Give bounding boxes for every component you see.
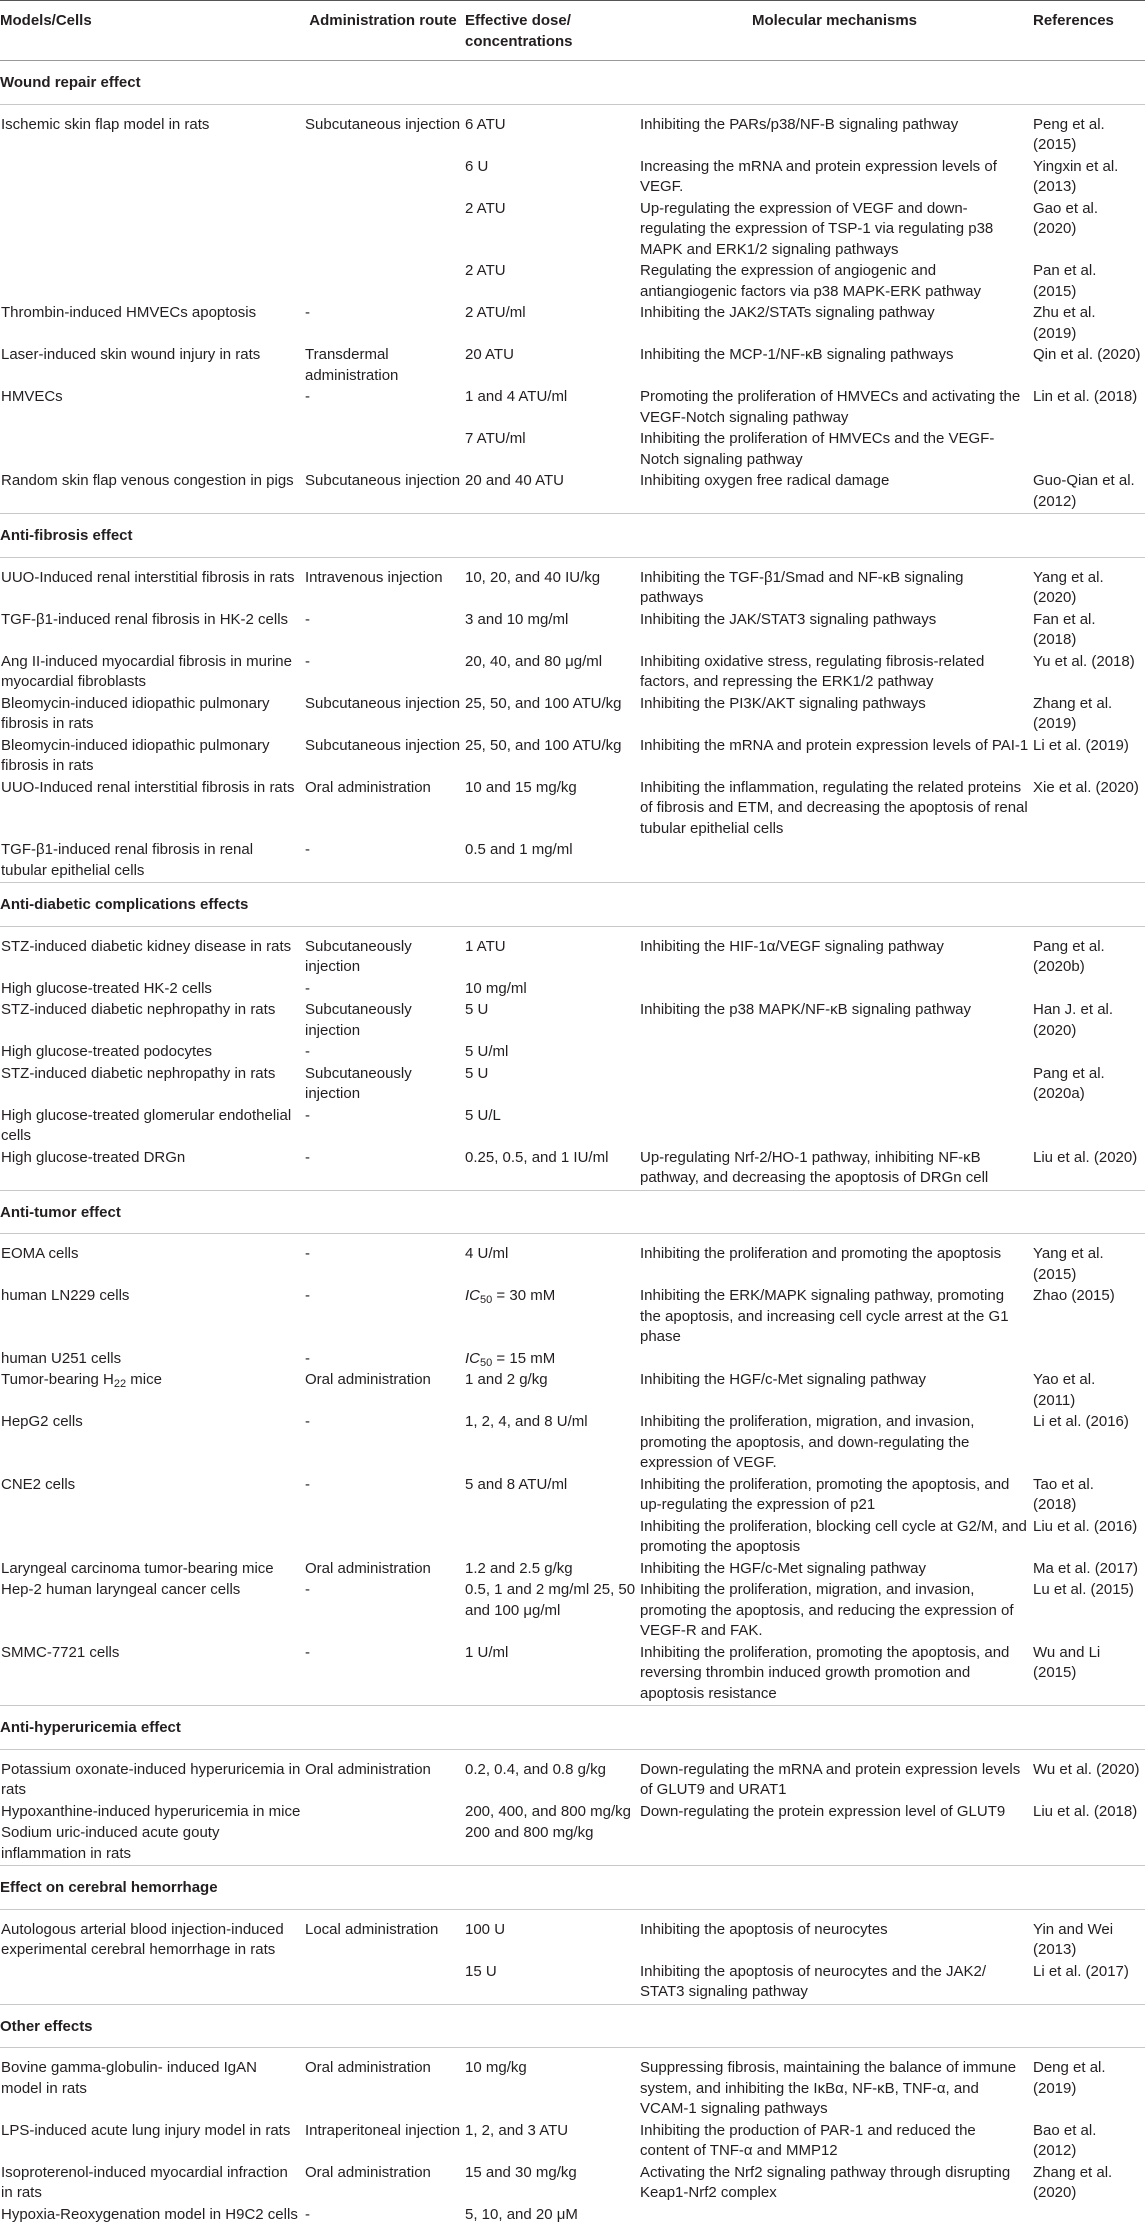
model-text-tail: mice [126,1371,162,1388]
model-cell: Laser-induced skin wound injury in rats [0,345,305,387]
model-cell: HepG2 cells [0,1412,305,1475]
reference-cell: Li et al. (2016) [1033,1412,1145,1475]
section-title: Anti-diabetic complications effects [0,883,1145,927]
table-row [0,694,1145,736]
table-row [0,1909,1145,1962]
mechanism-cell: Inhibiting the proliferation and promoting the apoptosis [640,1234,1033,1287]
model-cell: Sodium uric-induced acute gouty inflammation in rats [0,1823,305,1866]
table-row [0,345,1145,387]
mechanism-cell: Up-regulating Nrf-2/HO-1 pathway, inhibiting NF-κB pathway, and decreasing the apoptosis of DRGn cell [640,1148,1033,1191]
model-cell: Autologous arterial blood injection-induced experimental cerebral hemorrhage in rats [0,1909,305,1962]
section-title: Effect on cerebral hemorrhage [0,1866,1145,1910]
model-cell: Laryngeal carcinoma tumor-bearing mice [0,1559,305,1581]
model-cell: Isoproterenol-induced myocardial infraction in rats [0,2163,305,2205]
dose-cell: 5 and 8 ATU/ml [465,1475,640,1517]
mechanism-cell [640,840,1033,883]
table-row [0,1580,1145,1643]
mechanism-cell: Up-regulating the expression of VEGF and down-regulating the expression of TSP-1 via regulating p38 MAPK and ERK1/2 signaling pathways [640,199,1033,262]
reference-cell: Liu et al. (2016) [1033,1517,1145,1559]
reference-cell: Gao et al. (2020) [1033,199,1145,262]
section-title: Anti-fibrosis effect [0,514,1145,558]
mechanism-cell: Inhibiting oxidative stress, regulating fibrosis-related factors, and repressing the ERK1/2 pathway [640,652,1033,694]
route-cell: Oral administration [305,1749,465,1802]
model-cell [0,199,305,262]
dose-cell: 25, 50, and 100 ATU/kg [465,736,640,778]
model-cell: Bovine gamma-globulin- induced IgAN model in rats [0,2048,305,2121]
reference-cell: Yang et al. (2020) [1033,557,1145,610]
ic-equals: = [492,1350,509,1367]
mechanism-cell: Inhibiting the HIF-1α/VEGF signaling pathway [640,926,1033,979]
reference-cell: Zhang et al. (2020) [1033,2163,1145,2205]
dose-cell: 0.5 and 1 mg/ml [465,840,640,883]
section-title: Anti-hyperuricemia effect [0,1706,1145,1750]
ic-label: IC [465,1287,480,1304]
reference-cell [1033,1349,1145,1371]
section-header-row [0,1190,1145,1234]
route-cell: Transdermal administration [305,345,465,387]
table-row [0,1643,1145,1706]
dose-cell: 6 U [465,157,640,199]
route-cell: - [305,1042,465,1064]
section-title: Anti-tumor effect [0,1190,1145,1234]
reference-cell: Xie et al. (2020) [1033,778,1145,841]
reference-cell: Zhu et al. (2019) [1033,303,1145,345]
model-cell: STZ-induced diabetic nephropathy in rats [0,1000,305,1042]
mechanism-cell [640,979,1033,1001]
mechanism-cell: Inhibiting the proliferation, promoting the apoptosis, and reversing thrombin induced growth promotion and apoptosis resistance [640,1643,1033,1706]
reference-cell: Yang et al. (2015) [1033,1234,1145,1287]
mechanism-cell: Inhibiting the p38 MAPK/NF-κB signaling pathway [640,1000,1033,1042]
route-cell [305,157,465,199]
route-cell: - [305,652,465,694]
dose-cell: 20 and 40 ATU [465,471,640,514]
model-cell: Ischemic skin flap model in rats [0,104,305,157]
model-cell: TGF-β1-induced renal fibrosis in renal tubular epithelial cells [0,840,305,883]
dose-cell: 1 ATU [465,926,640,979]
reference-cell: Li et al. (2019) [1033,736,1145,778]
dose-cell: 10 mg/ml [465,979,640,1001]
model-cell: Bleomycin-induced idiopathic pulmonary fibrosis in rats [0,694,305,736]
model-cell [0,429,305,471]
reference-cell [1033,429,1145,471]
mechanism-cell: Inhibiting the PARs/p38/NF-B signaling pathway [640,104,1033,157]
table-row [0,1064,1145,1106]
ic-subscript: 50 [480,1294,492,1306]
route-cell: - [305,1106,465,1148]
dose-cell [465,1517,640,1559]
mechanism-cell [640,1042,1033,1064]
dose-cell: 7 ATU/ml [465,429,640,471]
header-references: References [1033,1,1145,61]
dose-cell: 2 ATU [465,199,640,262]
header-route: Administration route [305,1,465,61]
reference-cell: Liu et al. (2020) [1033,1148,1145,1191]
model-cell: Ang II-induced myocardial fibrosis in murine myocardial fibroblasts [0,652,305,694]
model-cell: LPS-induced acute lung injury model in rats [0,2121,305,2163]
reference-cell: Guo-Qian et al. (2012) [1033,471,1145,514]
model-cell: Bleomycin-induced idiopathic pulmonary fibrosis in rats [0,736,305,778]
table-row [0,736,1145,778]
dose-cell: 1, 2, 4, and 8 U/ml [465,1412,640,1475]
ic-value: 15 mM [509,1350,555,1367]
route-cell: Oral administration [305,2048,465,2121]
reference-cell: Peng et al. (2015) [1033,104,1145,157]
route-cell [305,1823,465,1866]
table-row [0,2205,1145,2226]
reference-cell: Zhao (2015) [1033,1286,1145,1349]
model-cell [0,261,305,303]
model-cell: HMVECs [0,387,305,429]
dose-cell: 3 and 10 mg/ml [465,610,640,652]
mechanism-cell: Inhibiting the ERK/MAPK signaling pathway, promoting the apoptosis, and increasing cell cycle arrest at the G1 phase [640,1286,1033,1349]
model-cell: UUO-Induced renal interstitial fibrosis in rats [0,557,305,610]
model-cell: Random skin flap venous congestion in pigs [0,471,305,514]
table-row [0,1349,1145,1371]
dose-cell: 10, 20, and 40 IU/kg [465,557,640,610]
mechanism-cell: Down-regulating the mRNA and protein expression levels of GLUT9 and URAT1 [640,1749,1033,1802]
ic-value: 30 mM [509,1287,555,1304]
model-cell [0,1370,305,1412]
route-cell [305,199,465,262]
mechanism-cell: Inhibiting the PI3K/AKT signaling pathways [640,694,1033,736]
dose-cell: 0.5, 1 and 2 mg/ml 25, 50 and 100 μg/ml [465,1580,640,1643]
dose-cell: 1 and 4 ATU/ml [465,387,640,429]
dose-cell: 1 and 2 g/kg [465,1370,640,1412]
dose-cell: 20 ATU [465,345,640,387]
model-cell [0,1517,305,1559]
model-cell: human U251 cells [0,1349,305,1371]
table-row [0,840,1145,883]
dose-cell: 100 U [465,1909,640,1962]
model-cell: Hypoxia-Reoxygenation model in H9C2 cells [0,2205,305,2226]
mechanism-cell: Inhibiting the MCP-1/NF-κB signaling pathways [640,345,1033,387]
route-cell: - [305,1286,465,1349]
table-row [0,557,1145,610]
table-row [0,652,1145,694]
model-cell: Potassium oxonate-induced hyperuricemia in rats [0,1749,305,1802]
reference-cell: Tao et al. (2018) [1033,1475,1145,1517]
model-cell: Hypoxanthine-induced hyperuricemia in mice [0,1802,305,1824]
route-cell: Oral administration [305,2163,465,2205]
route-cell: - [305,610,465,652]
reference-cell: Yu et al. (2018) [1033,652,1145,694]
route-cell [305,261,465,303]
table-row [0,199,1145,262]
mechanism-cell: Activating the Nrf2 signaling pathway through disrupting Keap1-Nrf2 complex [640,2163,1033,2205]
mechanism-cell: Inhibiting the proliferation, migration, and invasion, promoting the apoptosis, and reducing the expression of VEGF-R and FAK. [640,1580,1033,1643]
route-cell: - [305,2205,465,2226]
dose-cell: 0.2, 0.4, and 0.8 g/kg [465,1749,640,1802]
mechanism-cell: Promoting the proliferation of HMVECs and activating the VEGF-Notch signaling pathway [640,387,1033,429]
section-header-row [0,1866,1145,1910]
mechanism-cell: Inhibiting the HGF/c-Met signaling pathway [640,1370,1033,1412]
model-cell: EOMA cells [0,1234,305,1287]
reference-cell: Fan et al. (2018) [1033,610,1145,652]
table-row [0,778,1145,841]
dose-cell: 200, 400, and 800 mg/kg [465,1802,640,1824]
reference-cell [1033,979,1145,1001]
table-row [0,610,1145,652]
section-header-row [0,1706,1145,1750]
dose-cell: 20, 40, and 80 μg/ml [465,652,640,694]
reference-cell: Zhang et al. (2019) [1033,694,1145,736]
dose-cell: 5 U [465,1064,640,1106]
route-cell: - [305,303,465,345]
reference-cell: Deng et al. (2019) [1033,2048,1145,2121]
dose-cell: 5 U/ml [465,1042,640,1064]
ic-label: IC [465,1350,480,1367]
dose-cell: 5 U [465,1000,640,1042]
model-cell [0,157,305,199]
table-row [0,1148,1145,1191]
mechanism-cell: Inhibiting the HGF/c-Met signaling pathway [640,1559,1033,1581]
model-subscript: 22 [114,1378,126,1390]
route-cell: - [305,1234,465,1287]
header-models: Models/Cells [0,1,305,61]
reference-cell: Pang et al. (2020a) [1033,1064,1145,1106]
table-row [0,1559,1145,1581]
route-cell: - [305,840,465,883]
section-header-row [0,514,1145,558]
dose-cell: 6 ATU [465,104,640,157]
mechanism-cell [640,1106,1033,1148]
route-cell: Subcutaneously injection [305,926,465,979]
dose-cell: 10 and 15 mg/kg [465,778,640,841]
mechanism-cell: Inhibiting the production of PAR-1 and reduced the content of TNF-α and MMP12 [640,2121,1033,2163]
route-cell: Subcutaneously injection [305,1000,465,1042]
table-row [0,979,1145,1001]
mechanism-cell: Inhibiting the JAK2/STATs signaling pathway [640,303,1033,345]
mechanism-cell: Inhibiting the JAK/STAT3 signaling pathways [640,610,1033,652]
model-cell: STZ-induced diabetic nephropathy in rats [0,1064,305,1106]
mechanism-cell: Inhibiting oxygen free radical damage [640,471,1033,514]
model-cell: human LN229 cells [0,1286,305,1349]
header-dose: Effective dose/ concentrations [465,1,640,61]
mechanism-cell: Inhibiting the apoptosis of neurocytes [640,1909,1033,1962]
reference-cell [1033,840,1145,883]
model-cell: SMMC-7721 cells [0,1643,305,1706]
route-cell [305,1517,465,1559]
model-cell: Hep-2 human laryngeal cancer cells [0,1580,305,1643]
route-cell: - [305,1580,465,1643]
dose-cell: 10 mg/kg [465,2048,640,2121]
model-text: Tumor-bearing H [1,1371,114,1388]
model-cell: CNE2 cells [0,1475,305,1517]
route-cell: Subcutaneous injection [305,471,465,514]
reference-cell: Wu and Li (2015) [1033,1643,1145,1706]
table-row [0,261,1145,303]
section-title: Other effects [0,2004,1145,2048]
route-cell: Intravenous injection [305,557,465,610]
mechanism-cell: Suppressing fibrosis, maintaining the balance of immune system, and inhibiting the IκBα, NF-κB, TNF-α, and VCAM-1 signaling pathways [640,2048,1033,2121]
model-cell: High glucose-treated glomerular endothelial cells [0,1106,305,1148]
reference-cell: Yao et al. (2011) [1033,1370,1145,1412]
model-cell: High glucose-treated DRGn [0,1148,305,1191]
dose-cell: 15 U [465,1962,640,2005]
reference-cell: Pang et al. (2020b) [1033,926,1145,979]
model-cell: High glucose-treated HK-2 cells [0,979,305,1001]
mechanism-cell [640,1823,1033,1866]
table-row [0,303,1145,345]
table-row [0,1749,1145,1802]
model-cell [0,1962,305,2005]
dose-cell: 25, 50, and 100 ATU/kg [465,694,640,736]
table-row [0,104,1145,157]
dose-cell: 200 and 800 mg/kg [465,1823,640,1866]
table-row [0,1802,1145,1824]
section-title: Wound repair effect [0,61,1145,105]
mechanism-cell [640,1064,1033,1106]
reference-cell: Yingxin et al. (2013) [1033,157,1145,199]
section-header-row [0,61,1145,105]
table-row [0,1962,1145,2005]
table-row [0,1286,1145,1349]
dose-cell: 2 ATU/ml [465,303,640,345]
table-row [0,471,1145,514]
table-row [0,429,1145,471]
dose-cell: 1 U/ml [465,1643,640,1706]
reference-cell: Lu et al. (2015) [1033,1580,1145,1643]
mechanism-cell: Inhibiting the proliferation, blocking cell cycle at G2/M, and promoting the apoptosis [640,1517,1033,1559]
dose-cell: 1, 2, and 3 ATU [465,2121,640,2163]
route-cell: Oral administration [305,1370,465,1412]
mechanism-cell: Inhibiting the mRNA and protein expression levels of PAI-1 [640,736,1033,778]
route-cell [305,1802,465,1824]
route-cell: Subcutaneous injection [305,104,465,157]
model-cell: Thrombin-induced HMVECs apoptosis [0,303,305,345]
mechanism-cell: Down-regulating the protein expression level of GLUT9 [640,1802,1033,1824]
route-cell: Oral administration [305,1559,465,1581]
table-row [0,1042,1145,1064]
reference-cell: Han J. et al. (2020) [1033,1000,1145,1042]
dose-cell [465,1349,640,1371]
route-cell: - [305,1475,465,1517]
table-row [0,926,1145,979]
reference-cell: Yin and Wei (2013) [1033,1909,1145,1962]
table-row [0,2048,1145,2121]
table-row [0,1517,1145,1559]
table-header [0,1,1145,61]
section-header-row [0,2004,1145,2048]
route-cell: Subcutaneous injection [305,694,465,736]
route-cell: Oral administration [305,778,465,841]
route-cell: - [305,387,465,429]
dose-cell [465,1286,640,1349]
mechanism-cell [640,2205,1033,2226]
table-row [0,2121,1145,2163]
reference-cell: Wu et al. (2020) [1033,1749,1145,1802]
reference-cell: Bao et al. (2012) [1033,2121,1145,2163]
reference-cell [1033,1042,1145,1064]
reference-cell: Pan et al. (2015) [1033,261,1145,303]
dose-cell: 15 and 30 mg/kg [465,2163,640,2205]
reference-cell [1033,1106,1145,1148]
mechanism-cell: Inhibiting the inflammation, regulating the related proteins of fibrosis and ETM, and decreasing the apoptosis of renal tubular epithelial cells [640,778,1033,841]
mechanism-cell: Inhibiting the proliferation of HMVECs and the VEGF-Notch signaling pathway [640,429,1033,471]
dose-cell: 5 U/L [465,1106,640,1148]
model-cell: UUO-Induced renal interstitial fibrosis in rats [0,778,305,841]
table-row [0,1234,1145,1287]
table-row [0,1823,1145,1866]
section-header-row [0,883,1145,927]
dose-cell: 2 ATU [465,261,640,303]
table-body [0,61,1145,2226]
mechanism-cell: Inhibiting the proliferation, promoting the apoptosis, and up-regulating the expression of p21 [640,1475,1033,1517]
header-mechanisms: Molecular mechanisms [640,1,1033,61]
dose-cell: 5, 10, and 20 μM [465,2205,640,2226]
model-cell: TGF-β1-induced renal fibrosis in HK-2 cells [0,610,305,652]
reference-cell: Li et al. (2017) [1033,1962,1145,2005]
table-row [0,1475,1145,1517]
route-cell: - [305,1349,465,1371]
route-cell: Intraperitoneal injection [305,2121,465,2163]
mechanism-cell: Inhibiting the apoptosis of neurocytes and the JAK2/ STAT3 signaling pathway [640,1962,1033,2005]
route-cell: - [305,1643,465,1706]
table-row [0,157,1145,199]
reference-cell [1033,2205,1145,2226]
dose-cell: 0.25, 0.5, and 1 IU/ml [465,1148,640,1191]
table-row [0,2163,1145,2205]
reference-cell: Qin et al. (2020) [1033,345,1145,387]
mechanism-cell: Regulating the expression of angiogenic and antiangiogenic factors via p38 MAPK-ERK pathway [640,261,1033,303]
table-row [0,1412,1145,1475]
mechanism-cell: Inhibiting the TGF-β1/Smad and NF-κB signaling pathways [640,557,1033,610]
dose-cell: 1.2 and 2.5 g/kg [465,1559,640,1581]
table-row [0,1000,1145,1042]
route-cell: - [305,1148,465,1191]
route-cell: Local administration [305,1909,465,1962]
mechanism-cell: Increasing the mRNA and protein expression levels of VEGF. [640,157,1033,199]
model-cell: High glucose-treated podocytes [0,1042,305,1064]
route-cell [305,429,465,471]
route-cell: Subcutaneously injection [305,1064,465,1106]
mechanism-cell: Inhibiting the proliferation, migration, and invasion, promoting the apoptosis, and down-regulating the expression of VEGF. [640,1412,1033,1475]
route-cell: - [305,979,465,1001]
mechanism-cell [640,1349,1033,1371]
reference-cell [1033,1823,1145,1866]
route-cell [305,1962,465,2005]
ic-subscript: 50 [480,1357,492,1369]
table-row [0,387,1145,429]
reference-cell: Ma et al. (2017) [1033,1559,1145,1581]
table-row [0,1106,1145,1148]
ic-equals: = [492,1287,509,1304]
table-row [0,1370,1145,1412]
route-cell: Subcutaneous injection [305,736,465,778]
reference-cell: Liu et al. (2018) [1033,1802,1145,1824]
reference-cell: Lin et al. (2018) [1033,387,1145,429]
dose-cell: 4 U/ml [465,1234,640,1287]
model-cell: STZ-induced diabetic kidney disease in rats [0,926,305,979]
route-cell: - [305,1412,465,1475]
